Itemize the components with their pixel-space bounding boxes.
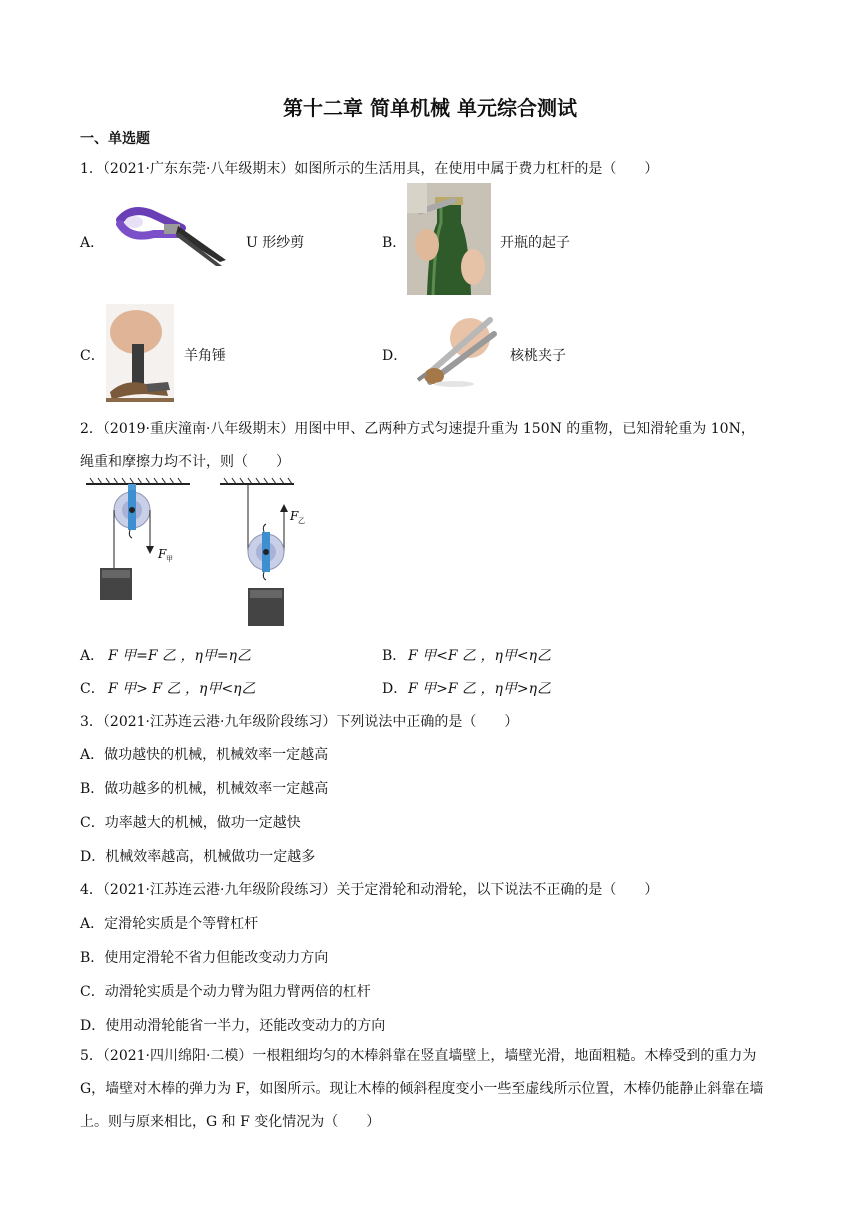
- q2-option-d-letter: D．: [382, 681, 408, 697]
- q3-option-b: B．做功越多的机械，机械效率一定越高: [80, 781, 329, 797]
- nutcracker-icon: [408, 312, 500, 392]
- q2-option-c-letter: C．: [80, 681, 105, 697]
- force-label-yi: F: [290, 509, 299, 523]
- question-2-stem-line-1: 2．（2019·重庆潼南·八年级期末）用图中甲、乙两种方式匀速提升重为 150N 的重物，已知滑轮重为 10N，: [80, 421, 755, 437]
- u-shaped-scissors-icon: [112, 200, 230, 272]
- q2-option-d-text: F 甲>F 乙 ，η甲>η乙: [408, 681, 552, 697]
- q2-option-a-text: F 甲=F 乙 ，η甲=η乙: [108, 648, 252, 664]
- q2-option-b-text: F 甲<F 乙 ，η甲<η乙: [408, 648, 552, 664]
- page-title: 第十二章 简单机械 单元综合测试: [283, 96, 577, 120]
- question-3-stem: 3．（2021·江苏连云港·九年级阶段练习）下列说法中正确的是（ ）: [80, 714, 519, 730]
- q4-option-b: B．使用定滑轮不省力但能改变动力方向: [80, 950, 329, 966]
- section-heading: 一、单选题: [80, 131, 150, 147]
- q1-option-c-letter: C．: [80, 348, 105, 364]
- q3-option-c: C．功率越大的机械，做功一定越快: [80, 815, 301, 831]
- q4-option-c: C．动滑轮实质是个动力臂为阻力臂两倍的杠杆: [80, 984, 371, 1000]
- q1-option-b-letter: B．: [382, 235, 407, 251]
- q1-option-c-label: 羊角锤: [184, 348, 226, 364]
- q3-option-a: A．做功越快的机械，机械效率一定越高: [80, 747, 329, 763]
- question-4-stem: 4．（2021·江苏连云港·九年级阶段练习）关于定滑轮和动滑轮，以下说法不正确的是（ ）: [80, 882, 659, 898]
- q1-option-d-label: 核桃夹子: [510, 348, 566, 364]
- question-2-stem-line-2: 绳重和摩擦力均不计，则（ ）: [80, 454, 290, 470]
- q2-option-c-text: F 甲> F 乙 ，η甲<η乙: [108, 681, 256, 697]
- q1-option-b-label: 开瓶的起子: [500, 235, 570, 251]
- q4-option-a: A．定滑轮实质是个等臂杠杆: [80, 916, 259, 932]
- q3-option-d: D．机械效率越高，机械做功一定越多: [80, 849, 316, 865]
- question-1-stem: 1．（2021·广东东莞·八年级期末）如图所示的生活用具，在使用中属于费力杠杆的是（ ）: [80, 161, 659, 177]
- q1-option-a-letter: A．: [80, 235, 105, 251]
- force-label-jia: F: [158, 547, 167, 561]
- force-sub-jia: 甲: [166, 555, 173, 563]
- claw-hammer-icon: [106, 304, 174, 402]
- q1-option-d-letter: D．: [382, 348, 408, 364]
- q2-option-b-letter: B．: [382, 648, 407, 664]
- pulley-diagram: [84, 476, 304, 632]
- bottle-opener-icon: [407, 183, 491, 295]
- q4-option-d: D．使用动滑轮能省一半力，还能改变动力的方向: [80, 1018, 386, 1034]
- force-sub-yi: 乙: [298, 517, 305, 525]
- question-5-stem: 5．（2021·四川绵阳·二模）一根粗细均匀的木棒斜靠在竖直墙壁上，墙壁光滑，地面粗糙。木棒受到的重力为 G，墙壁对木棒的弹力为 F，如图所示。现让木棒的倾斜程度变小一些至虚线所示位置，木棒仍能静止斜靠在墙上。则与原来相比，G 和 F 变化情况为（ ）: [80, 1048, 764, 1130]
- q2-option-a-letter: A．: [80, 648, 105, 664]
- q1-option-a-label: U 形纱剪: [246, 235, 305, 251]
